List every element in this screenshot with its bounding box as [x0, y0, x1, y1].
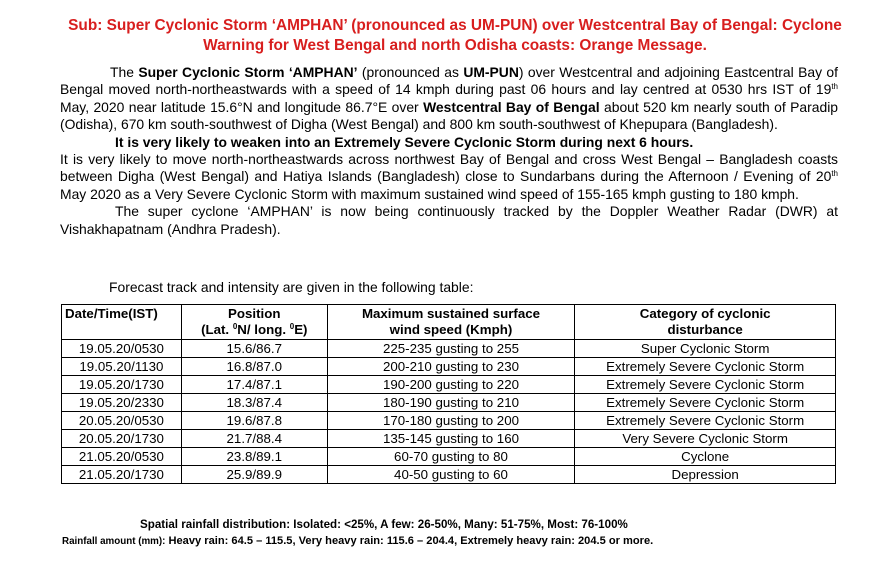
- text-run: May 2020 as a Very Severe Cyclonic Storm with maximum sustained wind speed of 155-165 kmph gusting to 180 kmph.: [60, 185, 799, 202]
- cell-datetime: 20.05.20/1730: [62, 430, 182, 448]
- storm-name: Super Cyclonic Storm ‘AMPHAN’: [138, 64, 358, 80]
- table-row: [62, 466, 836, 484]
- degree-mark: 0: [289, 322, 295, 331]
- paragraph-weakening-forecast: It is very likely to weaken into an Extremely Severe Cyclonic Storm during next 6 hours.: [115, 133, 694, 150]
- cell-wind: 180-190 gusting to 210: [327, 394, 575, 412]
- cell-category: Very Severe Cyclonic Storm: [575, 430, 836, 448]
- cell-category: Super Cyclonic Storm: [575, 340, 836, 358]
- header-datetime: Date/Time(IST): [62, 305, 182, 340]
- cell-category: Cyclone: [575, 448, 836, 466]
- text-run: (pronounced as: [357, 64, 464, 80]
- header-text: N/ long.: [237, 322, 290, 337]
- cell-datetime: 19.05.20/2330: [62, 394, 182, 412]
- cell-wind: 200-210 gusting to 230: [327, 358, 575, 376]
- header-text: disturbance: [667, 322, 743, 337]
- ordinal-suffix: th: [831, 82, 838, 92]
- header-text: wind speed (Kmph): [389, 322, 513, 337]
- table-row: [62, 340, 836, 358]
- cell-wind: 190-200 gusting to 220: [327, 376, 575, 394]
- text-run: about 520 km nearly south of Paradip (Odisha), 670 km south-southwest of Digha (West Bengal) and 800 km south-southwest of Khepupara (Bangladesh).: [60, 98, 839, 133]
- cell-wind: 135-145 gusting to 160: [327, 430, 575, 448]
- cell-position: 25.9/89.9: [181, 466, 327, 484]
- cell-position: 21.7/88.4: [181, 430, 327, 448]
- paragraph-current-position: [60, 64, 838, 134]
- ordinal-suffix: th: [831, 169, 838, 179]
- cell-category: Extremely Severe Cyclonic Storm: [575, 412, 836, 430]
- cell-datetime: 20.05.20/0530: [62, 412, 182, 430]
- pronunciation: UM-PUN: [463, 64, 519, 80]
- table-row: [62, 358, 836, 376]
- spatial-distribution-note: Spatial rainfall distribution: Isolated: <25%, A few: 26-50%, Many: 51-75%, Most: 76-100%: [140, 518, 628, 531]
- table-row: [62, 394, 836, 412]
- cell-wind: 40-50 gusting to 60: [327, 466, 575, 484]
- cell-wind: 225-235 gusting to 255: [327, 340, 575, 358]
- header-text: Maximum sustained surface: [361, 306, 541, 321]
- cell-position: 15.6/86.7: [181, 340, 327, 358]
- header-wind-speed: [327, 305, 575, 340]
- table-row: [62, 430, 836, 448]
- cell-datetime: 19.05.20/1130: [62, 358, 182, 376]
- table-row: [62, 412, 836, 430]
- location-name: Westcentral Bay of Bengal: [423, 98, 600, 115]
- header-text: Position: [228, 306, 281, 321]
- cell-wind: 60-70 gusting to 80: [327, 448, 575, 466]
- cell-category: Extremely Severe Cyclonic Storm: [575, 376, 836, 394]
- cell-datetime: 19.05.20/0530: [62, 340, 182, 358]
- bulletin-body: [60, 64, 838, 238]
- table-intro: Forecast track and intensity are given in the following table:: [109, 279, 474, 295]
- cell-position: 16.8/87.0: [181, 358, 327, 376]
- paragraph-radar-tracking: The super cyclone ‘AMPHAN’ is now being continuously tracked by the Doppler Weather Radar (DWR) at Vishakhapatnam (Andhra Pradesh).: [60, 203, 838, 237]
- cell-category: Extremely Severe Cyclonic Storm: [575, 358, 836, 376]
- text-run: The: [110, 64, 139, 80]
- table-header-row: [62, 305, 836, 340]
- cell-position: 23.8/89.1: [181, 448, 327, 466]
- cell-position: 19.6/87.8: [181, 412, 327, 430]
- rainfall-label: Rainfall amount (mm):: [62, 536, 166, 547]
- rainfall-text: Heavy rain: 64.5 – 115.5, Very heavy rain: 115.6 – 204.4, Extremely heavy rain: 204.5 or more.: [165, 535, 654, 547]
- cell-wind: 170-180 gusting to 200: [327, 412, 575, 430]
- text-run: It is very likely to move north-northeastwards across northwest Bay of Bengal and cross West Bengal – Bangladesh coasts between Digha (West Bengal) and Hatiya Islands (Bangladesh) close to Sundarbans during the Afternoon / Evening of 20: [60, 151, 838, 185]
- cell-datetime: 21.05.20/1730: [62, 466, 182, 484]
- rainfall-amount-note: [62, 535, 653, 547]
- header-category: [575, 305, 836, 340]
- paragraph-landfall-forecast: [60, 151, 838, 203]
- header-text: Category of cyclonic: [639, 306, 771, 321]
- degree-mark: 0: [232, 322, 238, 331]
- table-row: [62, 376, 836, 394]
- cell-datetime: 21.05.20/0530: [62, 448, 182, 466]
- header-text: (Lat.: [201, 322, 233, 337]
- header-position: [181, 305, 327, 340]
- cell-datetime: 19.05.20/1730: [62, 376, 182, 394]
- forecast-table: [61, 304, 836, 484]
- cell-category: Extremely Severe Cyclonic Storm: [575, 394, 836, 412]
- header-text: E): [294, 322, 308, 337]
- text-run: May, 2020 near latitude 15.6°N and longitude 86.7°E over: [60, 98, 424, 115]
- text-run: ) over Westcentral and adjoining Eastcentral Bay of Bengal moved north-northeastwards with a speed of 14 kmph during past 06 hours and lay centred at 0530 hrs IST of 19: [60, 64, 839, 98]
- subject-heading: Sub: Super Cyclonic Storm ‘AMPHAN’ (pronounced as UM-PUN) over Westcentral Bay of Bengal: Cyclone Warning for West Bengal and north Odisha coasts: Orange Message.: [68, 17, 842, 54]
- cell-category: Depression: [575, 466, 836, 484]
- cell-position: 18.3/87.4: [181, 394, 327, 412]
- table-row: [62, 448, 836, 466]
- cell-position: 17.4/87.1: [181, 376, 327, 394]
